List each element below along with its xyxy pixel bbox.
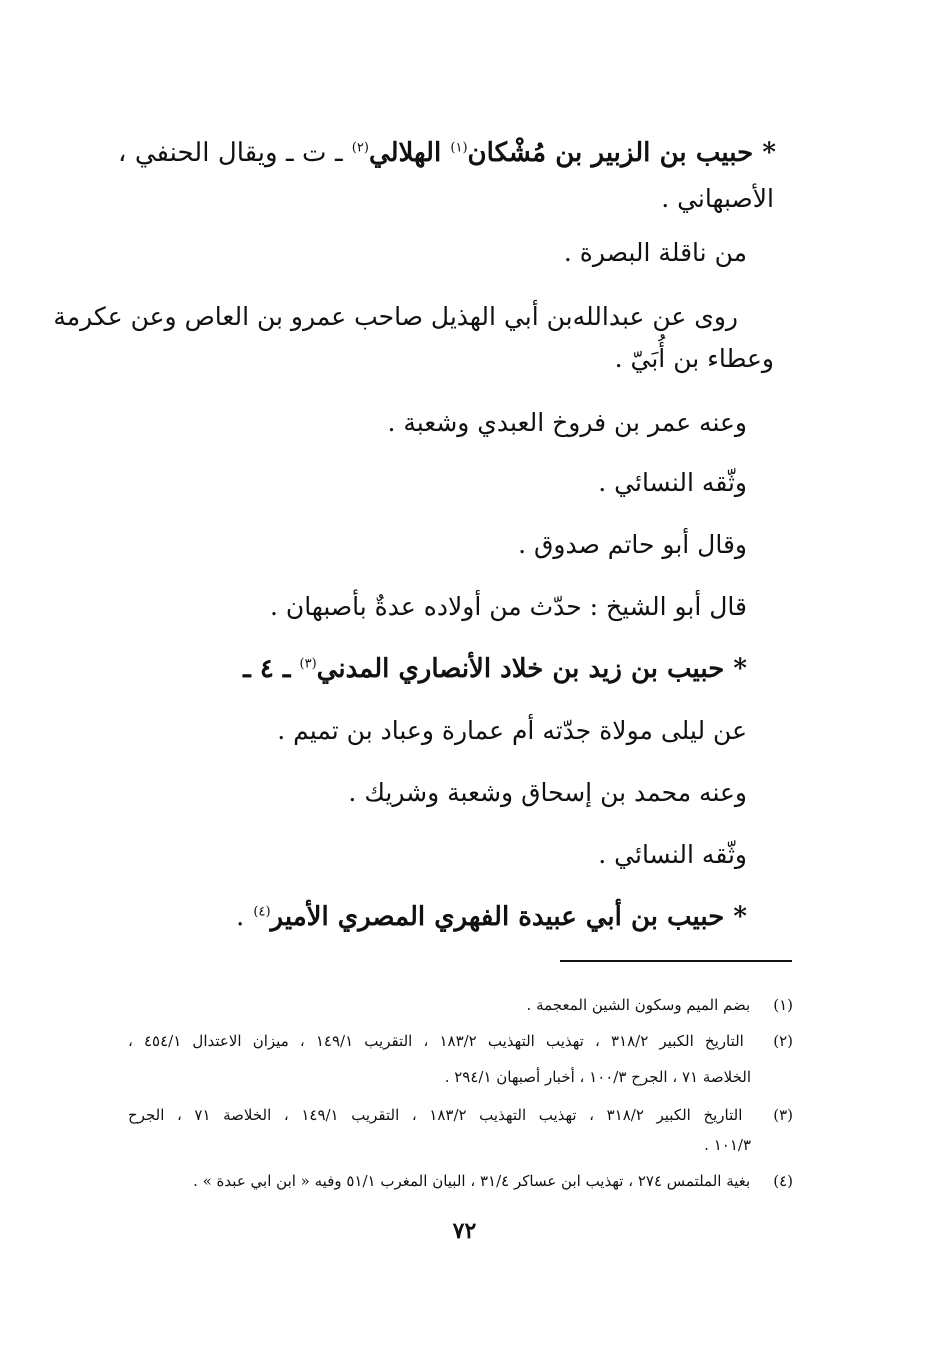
narration-line: وعطاء بن أُبَيّ .	[614, 344, 774, 373]
footnote	[527, 994, 793, 1016]
footnote-ref: (٤)	[253, 904, 271, 920]
footnote-continuation: الخلاصة ٧١ ، الجرح ١٠٠/٣ ، أخبار أصبهان ٢٩٤/١ .	[444, 1068, 751, 1086]
footnote-ref: (١)	[450, 140, 468, 156]
footnote-continuation: ١٠١/٣ .	[704, 1136, 751, 1154]
entry-heading-line	[243, 652, 747, 686]
narration-line: روى عن عبدالله‌بن أبي الهذيل صاحب عمرو بن العاص وعن عكرمة	[53, 302, 738, 331]
narrator-name: حبيب بن زيد بن خلاد الأنصاري المدني	[316, 654, 725, 684]
entry-heading-rest: .	[236, 902, 245, 932]
students-line: وعنه عمر بن فروخ العبدي وشعبة .	[387, 408, 747, 437]
entry-heading-rest: ـ ت ـ ويقال الحنفي ،	[118, 138, 343, 168]
footnote-ref: (٣)	[299, 656, 317, 672]
footnote-number: (٤)	[773, 1172, 793, 1190]
abu-shaykh-line: قال أبو الشيخ : حدّث من أولاده عدةٌ بأصبهان .	[269, 592, 747, 621]
tawthiq-line: وثّقه النسائي .	[598, 840, 747, 869]
entry-heading-line	[236, 900, 747, 934]
footnote-text: بغية الملتمس ٢٧٤ ، تهذيب ابن عساكر ٣١/٤ ، البيان المغرب ٥١/١ وفيه « ابن ابي عبدة » .	[193, 1172, 751, 1190]
footnote	[128, 1030, 793, 1052]
footnote-ref: (٢)	[351, 140, 369, 156]
footnote-number: (١)	[773, 996, 793, 1014]
entry-heading-line	[118, 136, 776, 170]
footnote	[128, 1104, 793, 1126]
entry-heading-continuation: الأصبهاني .	[661, 184, 774, 213]
narrator-name: حبيب بن أبي عبيدة الفهري المصري الأمير	[270, 902, 725, 932]
tawthiq-line: وثّقه النسائي .	[598, 468, 747, 497]
footnote-text: التاريخ الكبير ٣١٨/٢ ، تهذيب التهذيب ١٨٣/٢ ، التقريب ١٤٩/١ ، الخلاصة ٧١ ، الجرح	[128, 1106, 743, 1124]
footnote-separator	[560, 960, 792, 962]
entry-marker: *	[762, 138, 776, 168]
page-number: ٧٢	[452, 1218, 477, 1244]
footnote-number: (٢)	[773, 1032, 793, 1050]
narrator-name: حبيب بن الزبير بن مُشْكان	[467, 138, 754, 168]
footnote-text: التاريخ الكبير ٣١٨/٢ ، تهذيب التهذيب ١٨٣/٢ ، التقريب ١٤٩/١ ، ميزان الاعتدال ٤٥٤/١ ،	[128, 1032, 744, 1050]
footnote	[193, 1170, 793, 1192]
origin-line: من ناقلة البصرة .	[563, 238, 747, 267]
entry-heading-rest: ـ ٤ ـ	[243, 654, 291, 684]
narrator-nisba: الهلالي	[368, 138, 442, 168]
abu-hatim-line: وقال أبو حاتم صدوق .	[518, 530, 747, 559]
entry-marker: *	[733, 902, 747, 932]
footnote-text: بضم الميم وسكون الشين المعجمة .	[526, 996, 751, 1014]
entry-marker: *	[733, 654, 747, 684]
students-line: وعنه محمد بن إسحاق وشعبة وشريك .	[348, 778, 747, 807]
footnote-number: (٣)	[773, 1106, 793, 1124]
from-line: عن ليلى مولاة جدّته أم عمارة وعباد بن تميم .	[277, 716, 747, 745]
